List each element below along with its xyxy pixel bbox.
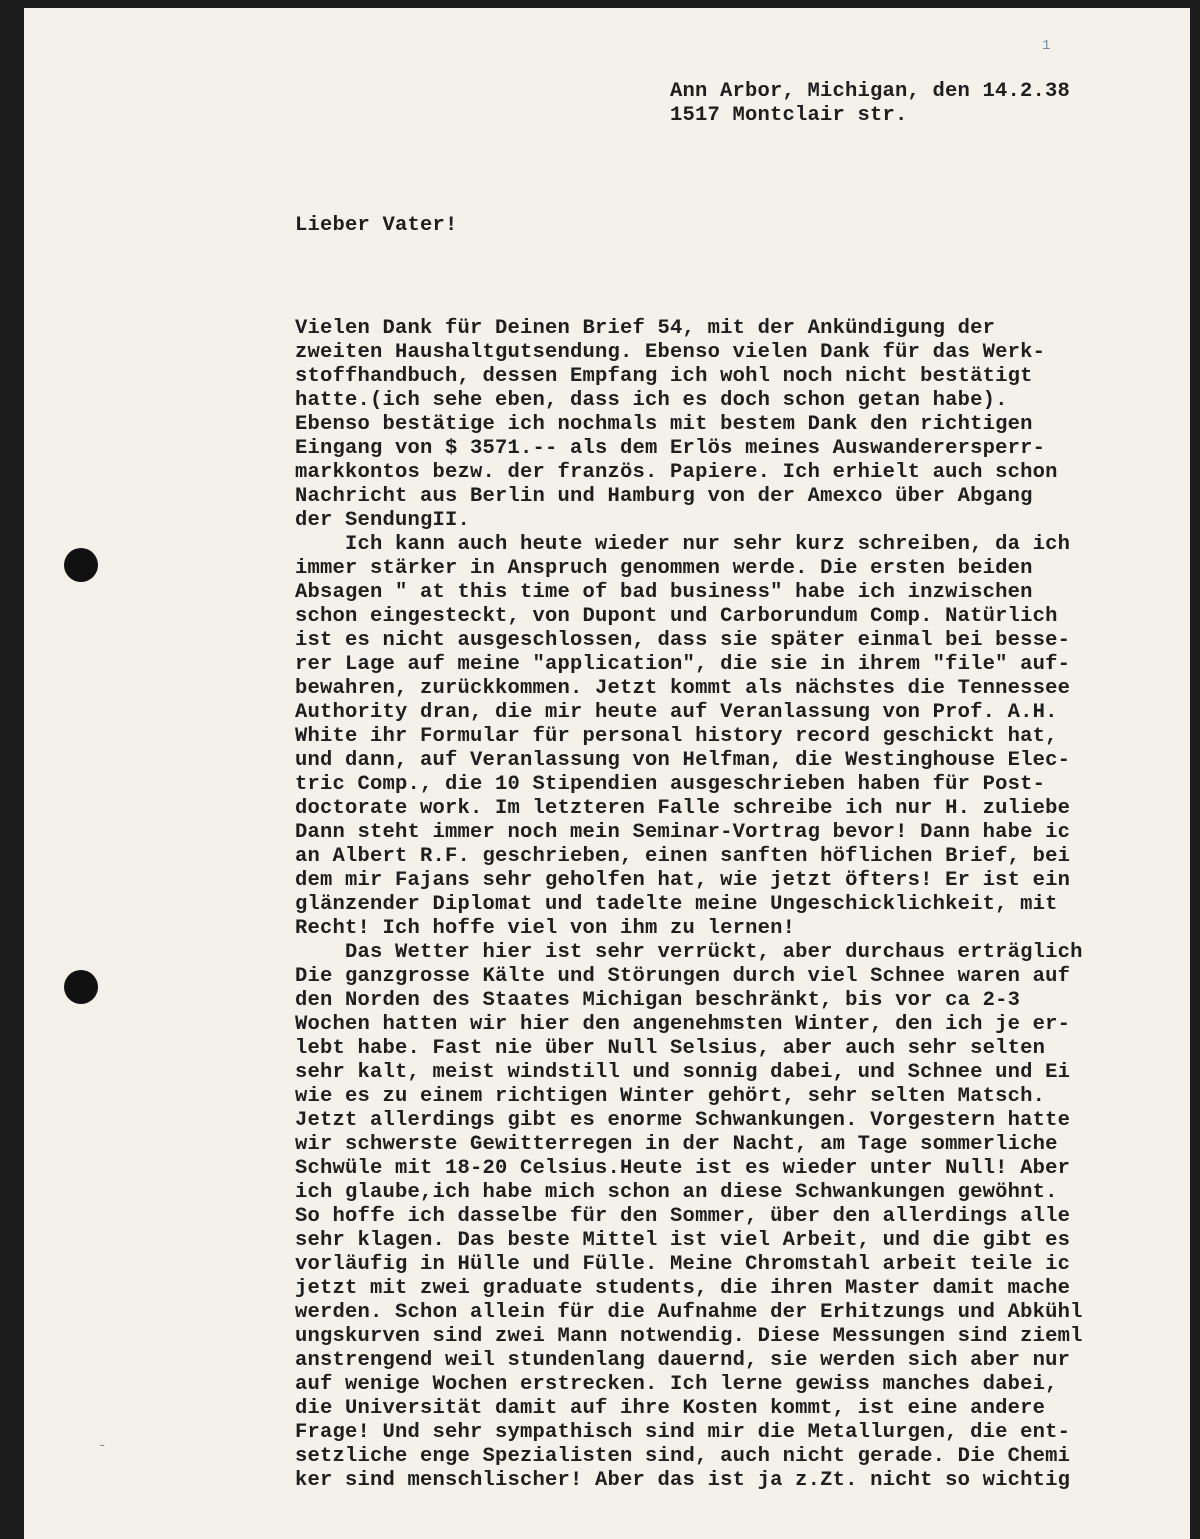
body-line: setzliche enge Spezialisten sind, auch nicht gerade. Die Chemi <box>295 1445 1071 1468</box>
body-line: rer Lage auf meine "application", die sie in ihrem "file" auf- <box>295 653 1071 676</box>
body-line: werden. Schon allein für die Aufnahme der Erhitzungs und Abkühl <box>295 1301 1083 1324</box>
body-line: Ebenso bestätige ich nochmals mit bestem Dank den richtigen <box>295 413 1033 436</box>
body-line: hatte.(ich sehe eben, dass ich es doch schon getan habe). <box>295 389 1008 412</box>
body-line: sehr kalt, meist windstill und sonnig dabei, und Schnee und Ei <box>295 1061 1071 1084</box>
body-line: anstrengend weil stundenlang dauernd, sie werden sich aber nur <box>295 1349 1071 1372</box>
body-line: So hoffe ich dasselbe für den Sommer, über den allerdings alle <box>295 1205 1071 1228</box>
body-line: Ich kann auch heute wieder nur sehr kurz schreiben, da ich <box>295 533 1071 556</box>
body-line: die Universität damit auf ihre Kosten kommt, ist eine andere <box>295 1397 1046 1420</box>
place-and-date: Ann Arbor, Michigan, den 14.2.38 <box>670 80 1071 103</box>
body-line: Nachricht aus Berlin und Hamburg von der Amexco über Abgang <box>295 485 1033 508</box>
body-line: vorläufig in Hülle und Fülle. Meine Chromstahl arbeit teile ic <box>295 1253 1071 1276</box>
letter-text <box>24 8 1190 1539</box>
body-line: zweiten Haushaltgutsendung. Ebenso vielen Dank für das Werk- <box>295 341 1046 364</box>
body-line: der SendungII. <box>295 509 471 532</box>
body-line: Das Wetter hier ist sehr verrückt, aber durchaus erträglich <box>295 941 1083 964</box>
body-line: ich glaube,ich habe mich schon an diese Schwankungen gewöhnt. <box>295 1181 1058 1204</box>
body-line: dem mir Fajans sehr geholfen hat, wie jetzt öfters! Er ist ein <box>295 869 1071 892</box>
body-line: immer stärker in Anspruch genommen werde. Die ersten beiden <box>295 557 1033 580</box>
body-line: tric Comp., die 10 Stipendien ausgeschrieben haben für Post- <box>295 773 1046 796</box>
body-line: doctorate work. Im letzteren Falle schreibe ich nur H. zuliebe <box>295 797 1071 820</box>
body-line: an Albert R.F. geschrieben, einen sanften höflichen Brief, bei <box>295 845 1071 868</box>
body-line: Die ganzgrosse Kälte und Störungen durch viel Schnee waren auf <box>295 965 1071 988</box>
body-line: ungskurven sind zwei Mann notwendig. Diese Messungen sind zieml <box>295 1325 1083 1348</box>
body-line: auf wenige Wochen erstrecken. Ich lerne gewiss manches dabei, <box>295 1373 1058 1396</box>
body-line: glänzender Diplomat und tadelte meine Ungeschicklichkeit, mit <box>295 893 1058 916</box>
body-line: ker sind menschlischer! Aber das ist ja z.Zt. nicht so wichtig <box>295 1469 1071 1492</box>
body-line: sehr klagen. Das beste Mittel ist viel Arbeit, und die gibt es <box>295 1229 1071 1252</box>
body-line: Eingang von $ 3571.-- als dem Erlös meines Auswanderersperr- <box>295 437 1046 460</box>
page-number-mark: 1 <box>1042 38 1051 54</box>
body-line: Dann steht immer noch mein Seminar-Vortrag bevor! Dann habe ic <box>295 821 1071 844</box>
body-line: und dann, auf Veranlassung von Helfman, die Westinghouse Elec- <box>295 749 1071 772</box>
body-line: White ihr Formular für personal history record geschickt hat, <box>295 725 1058 748</box>
salutation: Lieber Vater! <box>295 214 458 237</box>
body-line: markkontos bezw. der französ. Papiere. Ich erhielt auch schon <box>295 461 1058 484</box>
margin-mark: - <box>98 1438 107 1454</box>
body-line: wir schwerste Gewitterregen in der Nacht, am Tage sommerliche <box>295 1133 1058 1156</box>
body-line: jetzt mit zwei graduate students, die ihren Master damit mache <box>295 1277 1071 1300</box>
body-line: lebt habe. Fast nie über Null Selsius, aber auch sehr selten <box>295 1037 1046 1060</box>
sender-address: 1517 Montclair str. <box>670 104 908 127</box>
body-line: schon eingesteckt, von Dupont und Carborundum Comp. Natürlich <box>295 605 1058 628</box>
body-line: Absagen " at this time of bad business" habe ich inzwischen <box>295 581 1033 604</box>
body-line: Authority dran, die mir heute auf Veranlassung von Prof. A.H. <box>295 701 1058 724</box>
letter-page <box>24 8 1190 1539</box>
body-line: wie es zu einem richtigen Winter gehört, sehr selten Matsch. <box>295 1085 1046 1108</box>
body-line: Schwüle mit 18-20 Celsius.Heute ist es wieder unter Null! Aber <box>295 1157 1071 1180</box>
body-line: Recht! Ich hoffe viel von ihm zu lernen! <box>295 917 796 940</box>
body-line: Wochen hatten wir hier den angenehmsten Winter, den ich je er- <box>295 1013 1071 1036</box>
body-line: bewahren, zurückkommen. Jetzt kommt als nächstes die Tennessee <box>295 677 1071 700</box>
body-line: stoffhandbuch, dessen Empfang ich wohl noch nicht bestätigt <box>295 365 1033 388</box>
body-line: Vielen Dank für Deinen Brief 54, mit der Ankündigung der <box>295 317 996 340</box>
body-line: ist es nicht ausgeschlossen, dass sie später einmal bei besse- <box>295 629 1071 652</box>
body-line: Jetzt allerdings gibt es enorme Schwankungen. Vorgestern hatte <box>295 1109 1071 1132</box>
body-line: den Norden des Staates Michigan beschränkt, bis vor ca 2-3 <box>295 989 1021 1012</box>
body-line: Frage! Und sehr sympathisch sind mir die Metallurgen, die ent- <box>295 1421 1071 1444</box>
